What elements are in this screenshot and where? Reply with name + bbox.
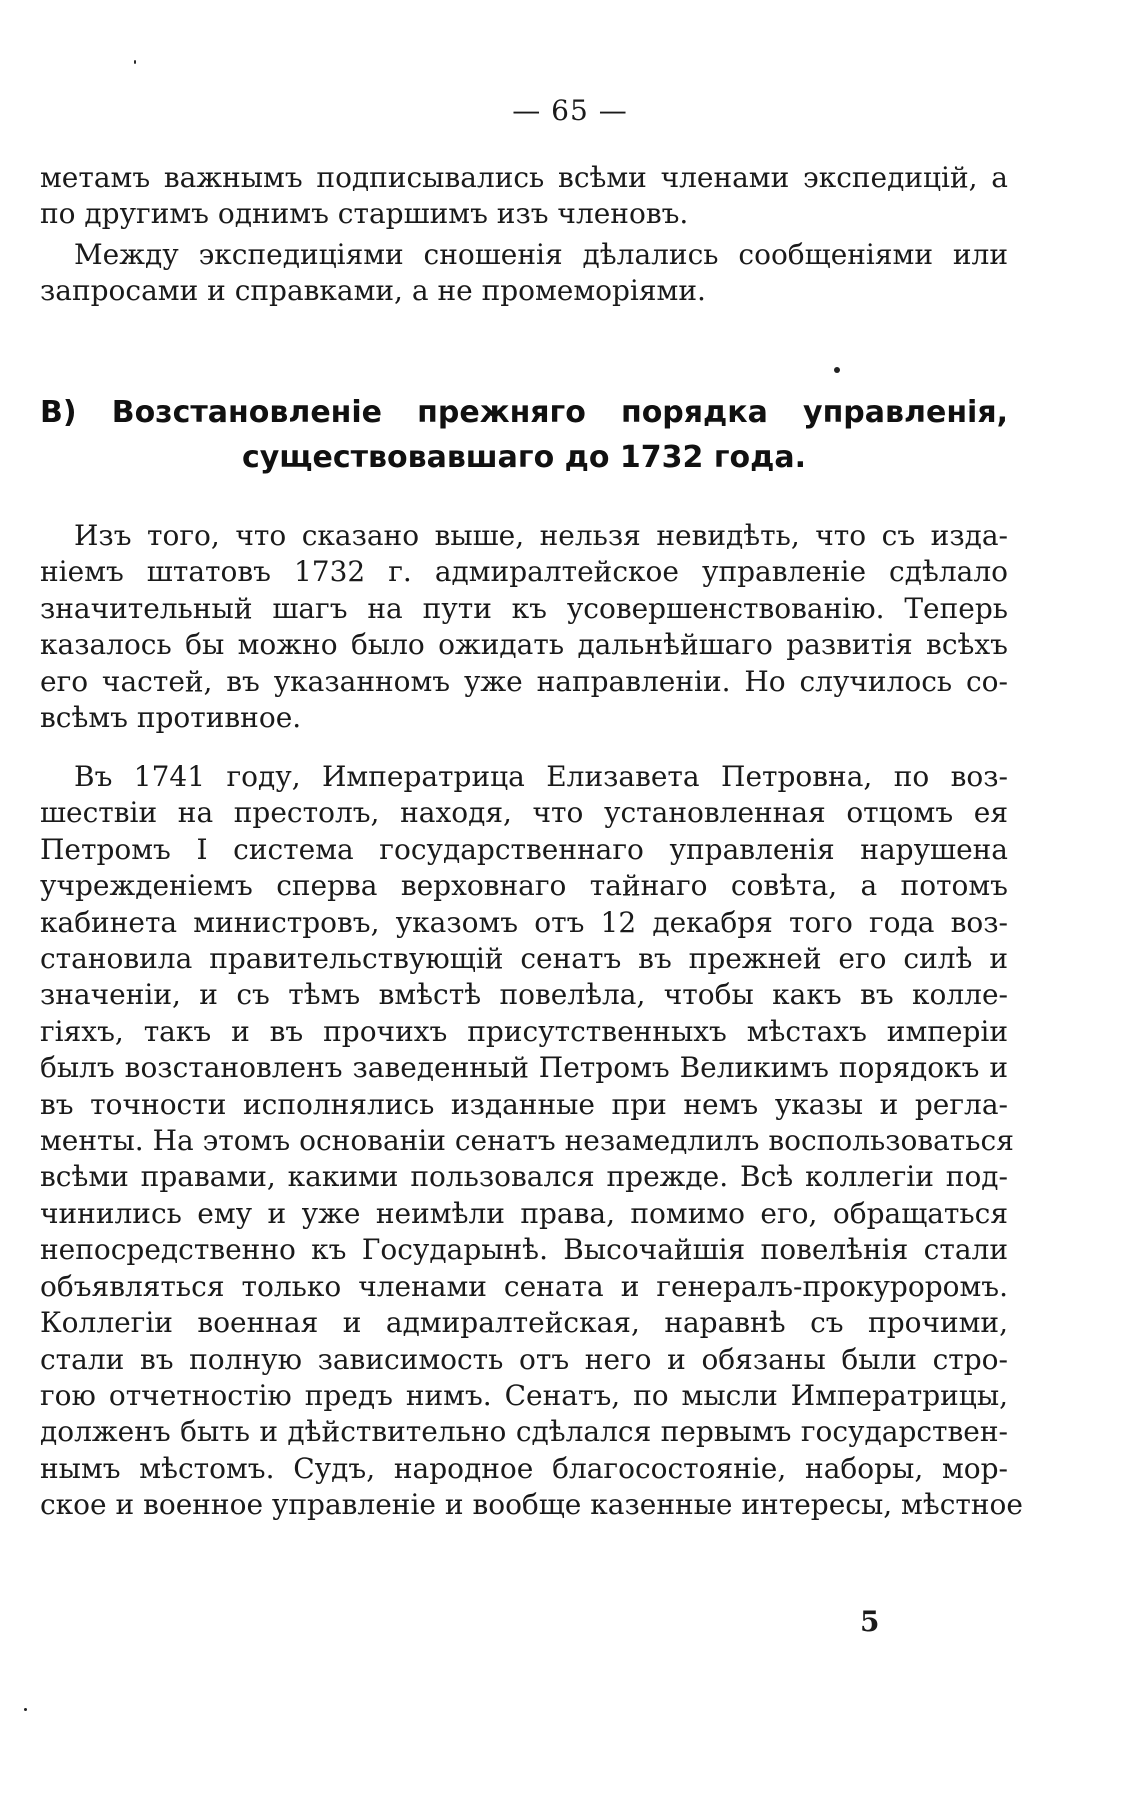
scan-speck: [24, 1708, 27, 1711]
text-line: учрежденіемъ сперва верховнаго тайнаго совѣта, а потомъ: [40, 869, 1008, 903]
text-line: долженъ быть и дѣйствительно сдѣлался первымъ государствен-: [40, 1415, 1008, 1449]
text-line: гіяхъ, такъ и въ прочихъ присутственныхъ мѣстахъ имперіи: [40, 1014, 1008, 1048]
scan-speck: [134, 60, 136, 64]
paragraph-staff-1732: [40, 518, 1008, 736]
text-line: всѣмъ противное.: [40, 701, 302, 735]
text-line: по другимъ однимъ старшимъ изъ членовъ.: [40, 197, 689, 231]
text-line: Въ 1741 году, Императрица Елизавета Петровна, по воз-: [74, 760, 1008, 793]
page-number: — 65 —: [512, 94, 628, 127]
text-line: непосредственно къ Государынѣ. Высочайшія повелѣнія стали: [40, 1233, 1008, 1267]
continuation-paragraph: [40, 160, 1008, 233]
text-line: Петромъ I система государственнаго управленія нарушена: [40, 832, 1008, 866]
text-line: становила правительствующій сенатъ въ прежней его силѣ и: [40, 942, 1008, 976]
text-line: нымъ мѣстомъ. Судъ, народное благосостояніе, наборы, мор-: [40, 1451, 1008, 1485]
section-heading: [40, 390, 1008, 480]
section-heading-line: существовавшаго до 1732 года.: [241, 440, 807, 475]
text-line: кабинета министровъ, указомъ отъ 12 декабря того года воз-: [40, 905, 1008, 939]
expeditions-paragraph: [40, 237, 1008, 310]
signature-mark: 5: [860, 1605, 880, 1638]
text-line: Изъ того, что сказано выше, нельзя невидѣть, что съ изда-: [74, 519, 1008, 552]
text-line: казалось бы можно было ожидать дальнѣйшаго развитія всѣхъ: [40, 628, 1008, 662]
text-line: запросами и справками, а не промеморіями.: [40, 274, 706, 308]
text-line: его частей, въ указанномъ уже направленіи. Но случилось со-: [40, 664, 1008, 698]
text-line: стали въ полную зависимость отъ него и обязаны были стро-: [40, 1342, 1008, 1376]
text-line: былъ возстановленъ заведенный Петромъ Великимъ порядокъ и: [40, 1051, 1008, 1085]
text-line: метамъ важнымъ подписывались всѣми членами экспедицій, а: [40, 161, 1008, 194]
scan-speck: [834, 367, 840, 373]
text-line: всѣми правами, какими пользовался прежде. Всѣ коллегіи под-: [40, 1160, 1008, 1194]
text-line: ніемъ штатовъ 1732 г. адмиралтейское управленіе сдѣлало: [40, 555, 1008, 589]
text-line: ское и военное управленіе и вообще казенные интересы, мѣстное: [40, 1488, 1023, 1522]
text-line: въ точности исполнялись изданные при немъ указы и регла-: [40, 1087, 1008, 1121]
text-line: менты. На этомъ основаніи сенатъ незамедлилъ воспользоваться: [40, 1124, 1014, 1158]
text-line: значительный шагъ на пути къ усовершенствованію. Теперь: [40, 591, 1008, 625]
text-line: значеніи, и съ тѣмъ вмѣстѣ повелѣла, чтобы какъ въ колле-: [40, 978, 1008, 1012]
text-line: шествіи на престолъ, находя, что установленная отцомъ ея: [40, 796, 1008, 830]
text-line: Между экспедиціями сношенія дѣлались сообщеніями или: [74, 238, 1008, 271]
text-line: объявляться только членами сената и генералъ-прокуроромъ.: [40, 1269, 1008, 1303]
text-line: гою отчетностію предъ нимъ. Сенатъ, по мысли Императрицы,: [40, 1378, 1008, 1412]
section-heading-line: В) Возстановленіе прежняго порядка управленія,: [40, 395, 1008, 430]
paragraph-1741-senate: [40, 759, 1023, 1524]
text-line: чинились ему и уже неимѣли права, помимо его, обращаться: [40, 1196, 1008, 1230]
text-line: Коллегіи военная и адмиралтейская, наравнѣ съ прочими,: [40, 1306, 1008, 1340]
